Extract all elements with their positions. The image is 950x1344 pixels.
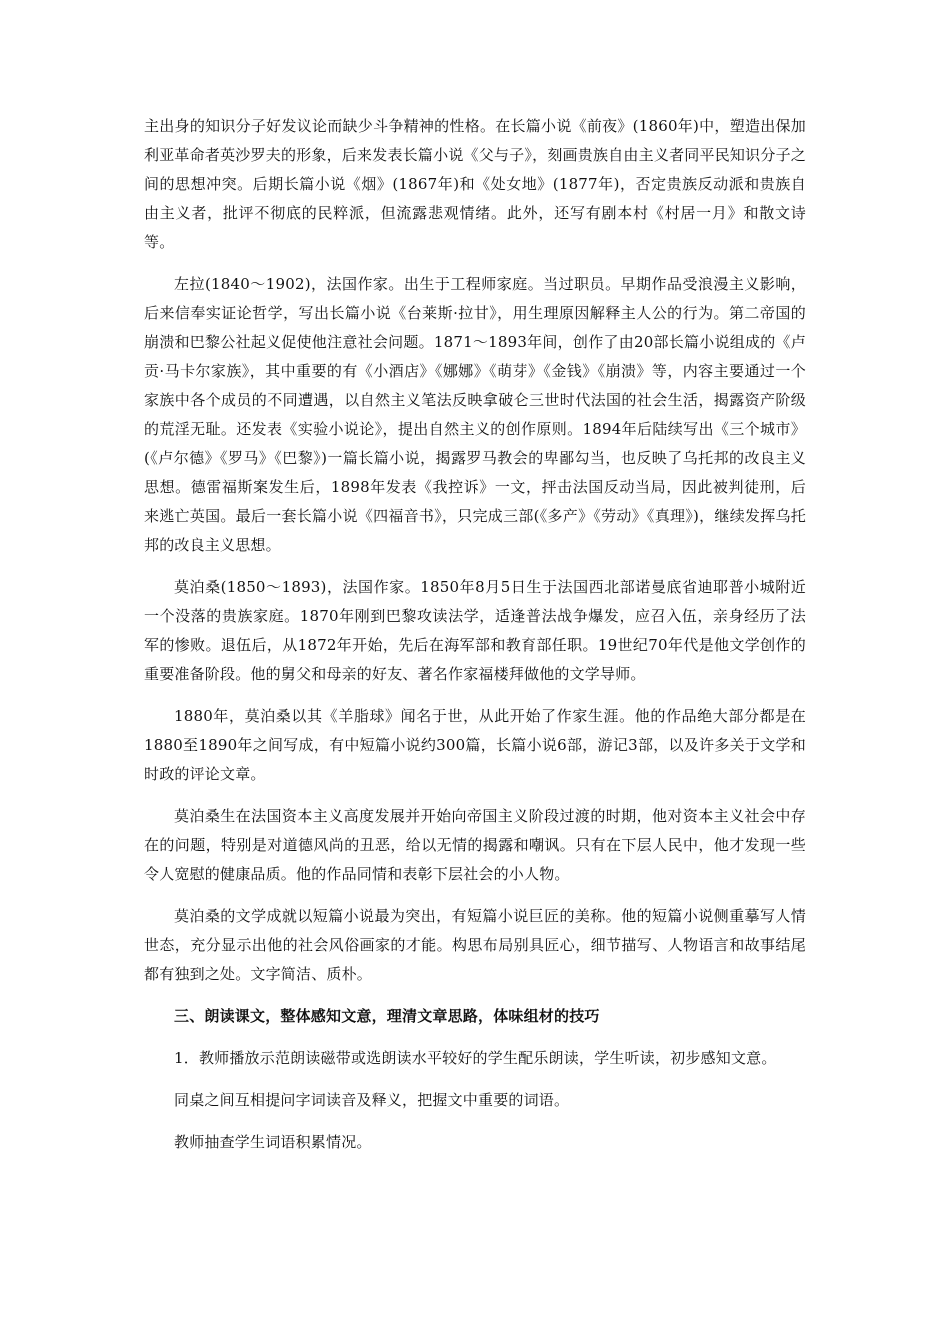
section-heading: 三、朗读课文，整体感知文意，理清文章思路，体味组材的技巧 — [174, 1007, 600, 1025]
paragraph-zola: 左拉(1840～1902)，法国作家。出生于工程师家庭。当过职员。早期作品受浪漫主义影响，后来信奉实证论哲学，写出长篇小说《台莱斯·拉甘》，用生理原因解释主人公的行为。第二帝国的崩溃和巴黎公社起义促使他注意社会问题。1871～1893年间，创作了由20部长篇小说组成的《卢贡·马卡尔家族》，其中重要的有《小酒店》《娜娜》《萌芽》《金钱》《崩溃》等，内容主要通过一个家族中各个成员的不同遭遇，以自然主义笔法反映拿破仑三世时代法国的社会生活，揭露资产阶级的荒淫无耻。还发表《实验小说论》，提出自然主义的创作原则。1894年后陆续写出《三个城市》(《卢尔德》《罗马》《巴黎》)一篇长篇小说，揭露罗马教会的卑鄙勾当，也反映了乌托邦的改良主义思想。德雷福斯案发生后，1898年发表《我控诉》一文，抨击法国反动当局，因此被判徒刑，后来逃亡英国。最后一套长篇小说《四福音书》，只完成三部(《多产》《劳动》《真理》)，继续发挥乌托邦的改良主义思想。 — [144, 275, 806, 554]
paragraph-maupassant-works: 1880年，莫泊桑以其《羊脂球》闻名于世，从此开始了作家生涯。他的作品绝大部分都是在1880至1890年之间写成，有中短篇小说约300篇，长篇小说6部，游记3部，以及许多关于文学和时政的评论文章。 — [144, 707, 806, 783]
paragraph-teacher-check: 教师抽查学生词语积累情况。 — [174, 1133, 372, 1151]
paragraph-turgenev-continued: 主出身的知识分子好发议论而缺少斗争精神的性格。在长篇小说《前夜》(1860年)中，塑造出保加利亚革命者英沙罗夫的形象，后来发表长篇小说《父与子》，刻画贵族自由主义者同平民知识分子之间的思想冲突。后期长篇小说《烟》(1867年)和《处女地》(1877年)，否定贵族反动派和贵族自由主义者，批评不彻底的民粹派，但流露悲观情绪。此外，还写有剧本村《村居一月》和散文诗等。 — [144, 117, 806, 251]
paragraph-maupassant-achievement: 莫泊桑的文学成就以短篇小说最为突出，有短篇小说巨匠的美称。他的短篇小说侧重摹写人情世态，充分显示出他的社会风俗画家的才能。构思布局别具匠心，细节描写、人物语言和故事结尾都有独到之处。文字简洁、质朴。 — [144, 907, 806, 983]
paragraph-peer-questions: 同桌之间互相提问字词读音及释义，把握文中重要的词语。 — [174, 1091, 570, 1109]
paragraph-maupassant-themes: 莫泊桑生在法国资本主义高度发展并开始向帝国主义阶段过渡的时期，他对资本主义社会中存在的问题，特别是对道德风尚的丑恶，给以无情的揭露和嘲讽。只有在下层人民中，他才发现一些令人宽慰的健康品质。他的作品同情和表彰下层社会的小人物。 — [144, 807, 806, 883]
paragraph-maupassant-bio: 莫泊桑(1850～1893)，法国作家。1850年8月5日生于法国西北部诺曼底省迪耶普小城附近一个没落的贵族家庭。1870年刚到巴黎攻读法学，适逢普法战争爆发，应召入伍，亲身经历了法军的惨败。退伍后，从1872年开始，先后在海军部和教育部任职。19世纪70年代是他文学创作的重要准备阶段。他的舅父和母亲的好友、著名作家福楼拜做他的文学导师。 — [144, 578, 806, 683]
document-body — [144, 112, 806, 1170]
paragraph-reading-step-1: 1．教师播放示范朗读磁带或选朗读水平较好的学生配乐朗读，学生听读，初步感知文意。 — [174, 1049, 777, 1067]
